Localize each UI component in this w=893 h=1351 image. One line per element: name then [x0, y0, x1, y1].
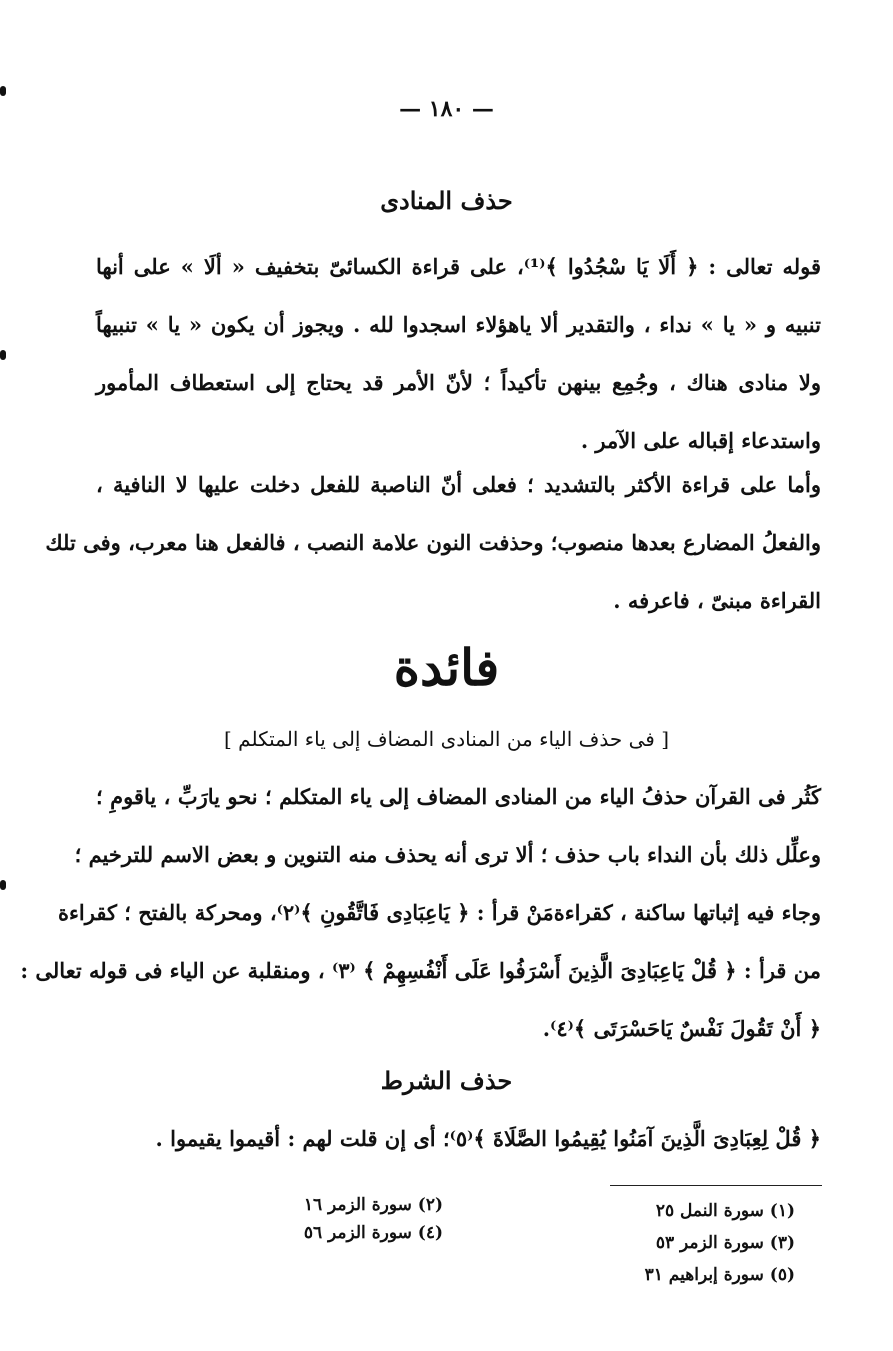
- text-line: ﴿ قُلْ لِعِبَادِىَ الَّذِينَ آمَنُوا يُقِيمُوا الصَّلَاةَ ﴾⁽٥⁾؛ أى إن قلت لهم : أقيموا يقيموا .: [155, 1126, 821, 1151]
- text-line: واستدعاء إقباله على الآمر .: [580, 428, 821, 453]
- text-line: وأما على قراءة الأكثر بالتشديد ؛ فعلى أنّ الناصبة للفعل دخلت عليها لا النافية ،: [96, 472, 821, 497]
- page-number: — ١٨٠ —: [399, 96, 494, 122]
- text-line: وعلِّل ذلك بأن النداء باب حذف ؛ ألا ترى أنه يحذف منه التنوين و بعض الاسم للترخيم ؛: [74, 842, 821, 867]
- paragraph-benefit: [20, 768, 821, 1058]
- footnote-1: (١) سورة النمل ٢٥: [655, 1201, 795, 1221]
- footnote-divider: [610, 1185, 822, 1186]
- paragraph-vocative-1: [96, 238, 821, 470]
- text-line: ولا منادى هناك ، وجُمِع بينهن تأكيداً ؛ لأنّ الأمر قد يحتاج إلى استعطاف المأمور: [96, 370, 821, 395]
- text-line: والفعلُ المضارع بعدها منصوب؛ وحذفت النون علامة النصب ، فالفعل هنا معرب، وفى تلك: [45, 530, 821, 555]
- paragraph-vocative-2: [45, 456, 821, 630]
- footnotes: [0, 1195, 893, 1305]
- text-line: تنبيه و « يا » نداء ، والتقدير ألا ياهؤلاء اسجدوا لله . ويجوز أن يكون « يا » تنبيهاً: [96, 312, 821, 337]
- text-line: كَثُر فى القرآن حذفُ الياء من المنادى المضاف إلى ياء المتكلم ؛ نحو يارَبِّ ، ياقومِ ؛: [96, 784, 821, 809]
- margin-mark: [0, 350, 6, 360]
- margin-mark: [0, 880, 6, 890]
- text-line: القراءة مبنىّ ، فاعرفه .: [613, 588, 821, 613]
- text-line: من قرأ : ﴿ قُلْ يَاعِبَادِىَ الَّذِينَ أَسْرَفُوا عَلَى أَنْفُسِهِمْ ﴾ ⁽٣⁾ ، ومنقلبة عن الياء فى قوله تعالى :: [20, 958, 821, 983]
- margin-mark: [0, 86, 6, 96]
- section-heading-benefit: فائدة: [393, 638, 500, 697]
- section-title-omission-vocative: حذف المنادى: [380, 186, 513, 215]
- footnote-5: (٥) سورة إبراهيم ٣١: [644, 1265, 795, 1285]
- text-line: قوله تعالى : ﴿ أَلَا يَا سْجُدُوا ﴾⁽¹⁾، على قراءة الكسائىّ بتخفيف « ألَا » على أنها: [96, 254, 821, 279]
- section-subtitle-benefit: [ فى حذف الياء من المنادى المضاف إلى ياء المتكلم ]: [223, 727, 670, 751]
- footnote-2: (٢) سورة الزمر ١٦: [303, 1195, 443, 1215]
- section-title-omission-condition: حذف الشرط: [380, 1066, 513, 1095]
- footnote-4: (٤) سورة الزمر ٥٦: [303, 1223, 443, 1243]
- text-line: وجاء فيه إثباتها ساكنة ، كقراءةمَنْ قرأ : ﴿ يَاعِبَادِى فَاتَّقُونِ ﴾⁽٢⁾، ومحركة بالفتح ؛ كقراءة: [58, 900, 821, 925]
- paragraph-condition: [96, 1110, 821, 1168]
- text-line: ﴿ أَنْ تَقُولَ نَفْسٌ يَاحَسْرَتَى ﴾⁽٤⁾.: [542, 1016, 821, 1041]
- footnote-3: (٣) سورة الزمر ٥٣: [655, 1233, 795, 1253]
